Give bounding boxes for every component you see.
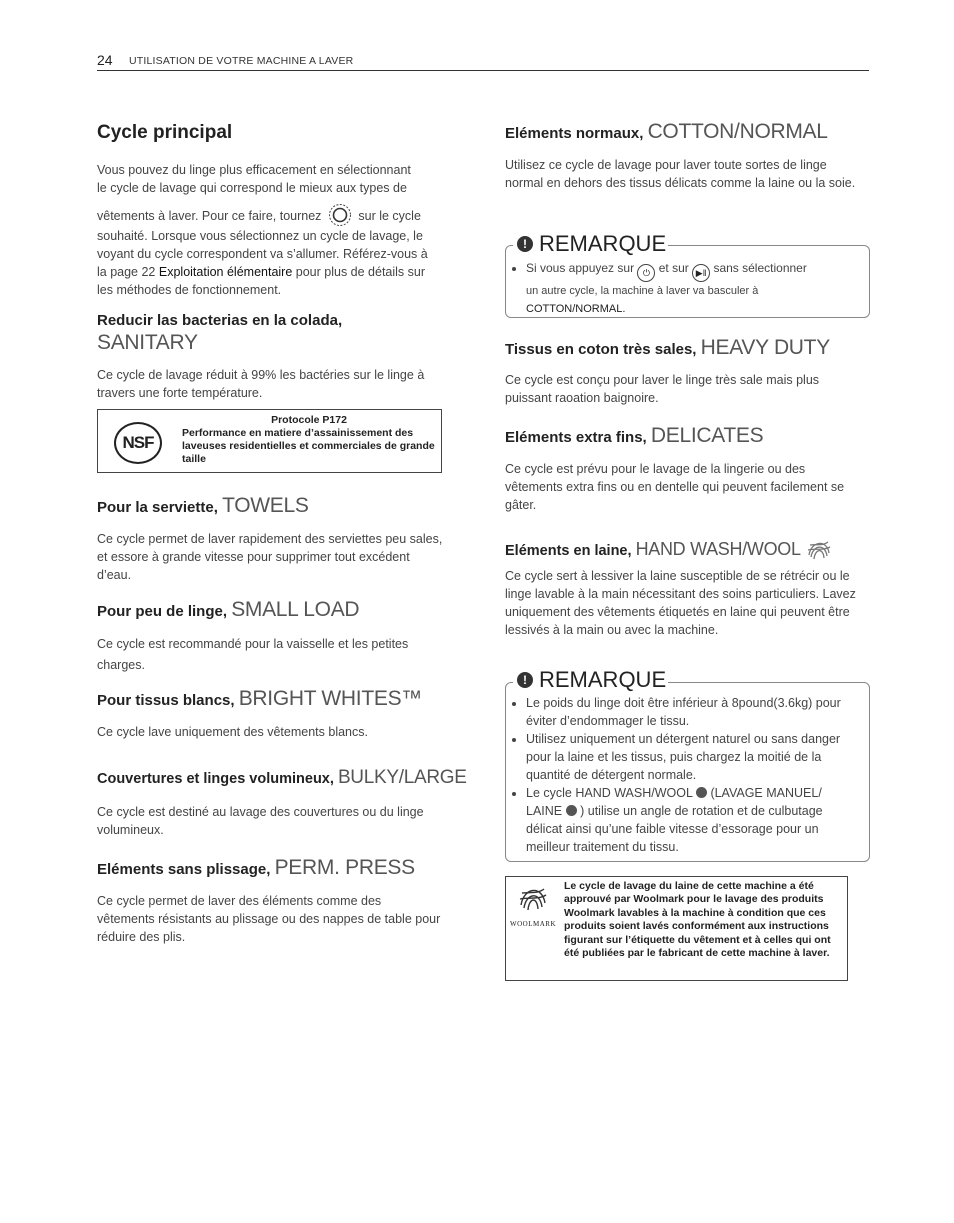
cycle-dial-icon <box>327 203 353 227</box>
cotton-heading: Eléments normaux, COTTON/NORMAL <box>505 120 828 143</box>
bright-whites-text: Ce cycle lave uniquement des vêtements blancs. <box>97 725 368 739</box>
perm-press-text: Ce cycle permet de laver des éléments comme des vêtements résistants au plissage ou des nappes de table pour réduire des plis. <box>97 894 441 944</box>
intro-line: les méthodes de fonctionnement. <box>97 283 282 297</box>
intro-line: le cycle de lavage qui correspond le mieux aux types de <box>97 181 407 195</box>
sanitary-heading: Reducir las bacterias en la colada, <box>97 312 343 329</box>
heavy-duty-text: Ce cycle est conçu pour laver le linge très sale mais plus puissant raoation baignoire. <box>505 373 820 405</box>
nsf-logo: NSF <box>114 422 162 464</box>
woolmark-text: Le cycle de lavage du laine de cette machine a été approuvé par Woolmark pour le lavage des produits Woolmark lavables à la machine à condition que ces produits soient lavés conformément aux instructions figurant sur l’étiquette du vêtement et à celles qui ont été publiées par le fabricant de cette machine à laver. <box>564 880 831 960</box>
remarque-title-2: ! REMARQUE <box>513 667 668 693</box>
intro-line: la page 22 Exploitation élémentaire pour plus de détails sur <box>97 265 426 279</box>
intro-line: vêtements à laver. Pour ce faire, tournez sur le cycle <box>97 203 457 227</box>
woolmark-certification-box <box>505 876 848 981</box>
page-number: 24 <box>97 52 113 68</box>
sanitary-cycle-name: SANITARY <box>97 331 198 354</box>
sanitary-text: Ce cycle de lavage réduit à 99% les bactéries sur le linge à travers une forte température. <box>97 368 425 400</box>
wool-icon <box>566 805 577 816</box>
wool-ball-icon <box>805 535 833 563</box>
bright-whites-heading: Pour tissus blancs, BRIGHT WHITES™ <box>97 687 422 710</box>
towels-text: Ce cycle permet de laver rapidement des serviettes peu sales, et essore à grande vitesse pour supprimer tout excédent d’eau. <box>97 532 443 582</box>
section-title: UTILISATION DE VOTRE MACHINE A LAVER <box>129 55 354 67</box>
warning-icon: ! <box>517 236 533 252</box>
nsf-certification-box <box>97 409 442 473</box>
start-pause-button-icon: ▶‖ <box>692 264 710 282</box>
small-load-heading: Pour peu de linge, SMALL LOAD <box>97 598 360 621</box>
intro-line: Vous pouvez du linge plus efficacement en sélectionnant <box>97 163 411 177</box>
page-header <box>97 52 869 71</box>
wool-text: Ce cycle sert à lessiver la laine susceptible de se rétrécir ou le linge lavable à la main nécessitant des soins particuliers. Lavez uniquement des vêtements étiquetés en laine qui peuvent être lessivés à la main ou avec la machine. <box>505 569 856 637</box>
delicates-heading: Eléments extra fins, DELICATES <box>505 424 764 447</box>
remarque-list-2 <box>512 694 860 856</box>
wool-icon <box>696 787 707 798</box>
bulky-heading: Couvertures et linges volumineux, BULKY/LARGE <box>97 767 467 788</box>
intro-line: souhaité. Lorsque vous sélectionnez un cycle de lavage, le <box>97 229 423 243</box>
list-item: • Le cycle HAND WASH/WOOL (LAVAGE MANUEL/ LAINE ) utilise un angle de rotation et de culbutage délicat ainsi qu’une faible vitesse d’essorage pour un meilleur traitement du tissu. <box>526 784 860 856</box>
small-load-text: Ce cycle est recommandé pour la vaisselle et les petites charges. <box>97 637 409 672</box>
list-item: • Si vous appuyez sur ⏻ et sur ▶‖ sans sélectionner un autre cycle, la machine à laver va basculer à COTTON/NORMAL. <box>526 260 862 318</box>
intro-paragraph <box>97 161 457 299</box>
power-button-icon: ⏻ <box>637 264 655 282</box>
delicates-text: Ce cycle est prévu pour le lavage de la lingerie ou des vêtements extra fins ou en dentelle qui peuvent facilement se gâter. <box>505 462 845 512</box>
cotton-text: Utilisez ce cycle de lavage pour laver toute sortes de linge normal en dehors des tissus délicats comme la laine ou la soie. <box>505 158 856 190</box>
list-item: • Le poids du linge doit être inférieur à 8pound(3.6kg) pour éviter d’endommager le tissu. <box>526 694 860 730</box>
remarque-title-1: ! REMARQUE <box>513 231 668 257</box>
towels-heading: Pour la serviette, TOWELS <box>97 494 309 517</box>
list-item: • Utilisez uniquement un détergent naturel ou sans danger pour la laine et les tissus, puis chargez la moitié de la quantité de détergent normale. <box>526 730 860 784</box>
wool-heading: Eléments en laine, HAND WASH/WOOL <box>505 535 833 563</box>
section-heading: Cycle principal <box>97 122 233 143</box>
woolmark-icon <box>516 881 550 915</box>
remarque-list-1 <box>512 260 862 318</box>
heavy-duty-heading: Tissus en coton très sales, HEAVY DUTY <box>505 336 830 359</box>
intro-line: voyant du cycle correspondent va s’allumer. Référez-vous à <box>97 247 428 261</box>
bulky-text: Ce cycle est destiné au lavage des couvertures ou du linge volumineux. <box>97 805 424 837</box>
page-reference: Exploitation élémentaire <box>158 265 293 279</box>
woolmark-logo: WOOLMARK <box>510 881 556 931</box>
perm-press-heading: Eléments sans plissage, PERM. PRESS <box>97 856 415 879</box>
warning-icon: ! <box>517 672 533 688</box>
nsf-text: Protocole P172 Performance en matiere d’assainissement des laveuses residentielles et commerciales de grande taille <box>182 414 435 465</box>
